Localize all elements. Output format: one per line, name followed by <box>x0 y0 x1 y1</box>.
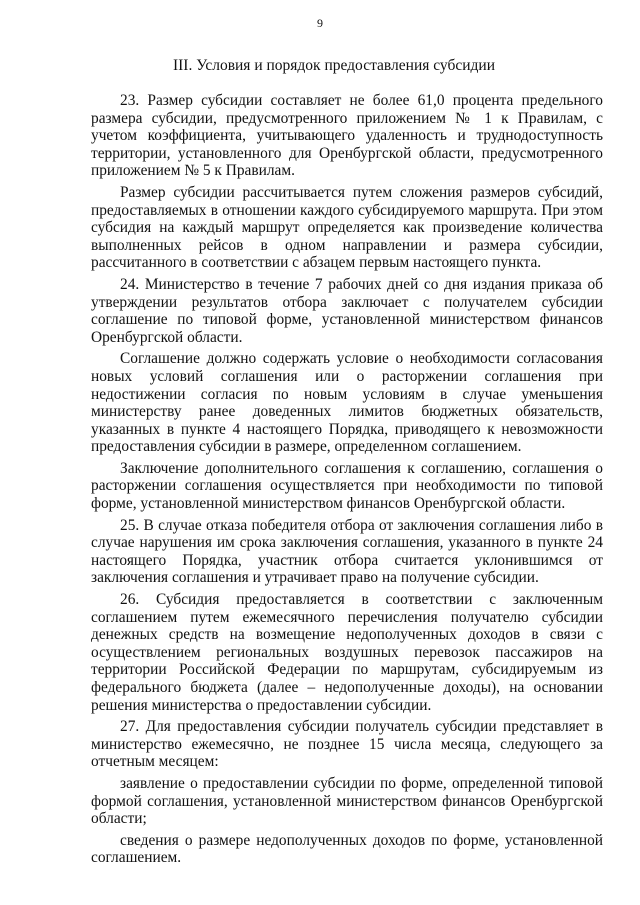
paragraph-24: 24. Министерство в течение 7 рабочих дней со дня издания приказа об утверждении результатов отбора заключает с получателем субсидии соглашение по типовой форме, установленной министерством финансов Оренбургской области. <box>91 275 603 346</box>
paragraph-23: 23. Размер субсидии составляет не более 61,0 процента предельного размера субсидии, предусмотренного приложением № 1 к Правилам, с учетом коэффициента, учитывающего удаленность и труднодоступность территории, установленного для Оренбургской области, предусмотренного приложением № 5 к Правилам. <box>91 92 603 180</box>
section-title: III. Условия и порядок предоставления субсидии <box>172 57 495 74</box>
paragraph-27-application: заявление о предоставлении субсидии по форме, определенной типовой формой соглашения, установленной министерством финансов Оренбургской области; <box>91 774 603 828</box>
paragraph-23-calculation: Размер субсидии рассчитывается путем сложения размеров субсидий, предоставляемых в отношении каждого субсидируемого маршрута. При этом субсидия на каждый маршрут определяется как произведение количества выполненных рейсов в одном направлении и размера субсидии, рассчитанного в соответствии с абзацем первым настоящего пункта. <box>91 183 603 272</box>
paragraph-24-agreement-conditions: Соглашение должно содержать условие о необходимости согласования новых условий соглашения или о расторжении соглашения при недостижении согласия по новым условиям в случае уменьшения министерству ранее доведенных лимитов бюджетных обязательств, указанных в пункте 4 настоящего Порядка, приводящего к невозможности предоставления субсидии в размере, определенном соглашением. <box>91 350 603 456</box>
page-number: 9 <box>317 16 323 30</box>
document-body <box>91 92 603 871</box>
paragraph-26: 26. Субсидия предоставляется в соответствии с заключенным соглашением путем ежемесячного перечисления получателю субсидии денежных средств на возмещение недополученных доходов в связи с осуществлением региональных воздушных перевозок пассажиров на территории Российской Федерации по маршрутам, субсидируемым из федерального бюджета (далее – недополученные доходы), на основании решения министерства о предоставлении субсидии. <box>91 591 603 714</box>
paragraph-25: 25. В случае отказа победителя отбора от заключения соглашения либо в случае нарушения им срока заключения соглашения, указанного в пункте 24 настоящего Порядка, участник отбора считается уклонившимся от заключения соглашения и утрачивает право на получение субсидии. <box>91 516 603 587</box>
paragraph-27-lost-income-info: сведения о размере недополученных доходов по форме, установленной соглашением. <box>91 831 603 867</box>
paragraph-27: 27. Для предоставления субсидии получатель субсидии представляет в министерство ежемесячно, не позднее 15 числа месяца, следующего за отчетным месяцем: <box>91 718 603 771</box>
paragraph-24-additional-agreement: Заключение дополнительного соглашения к соглашению, соглашения о расторжении соглашения осуществляется при необходимости по типовой форме, установленной министерством финансов Оренбургской области. <box>91 459 603 513</box>
